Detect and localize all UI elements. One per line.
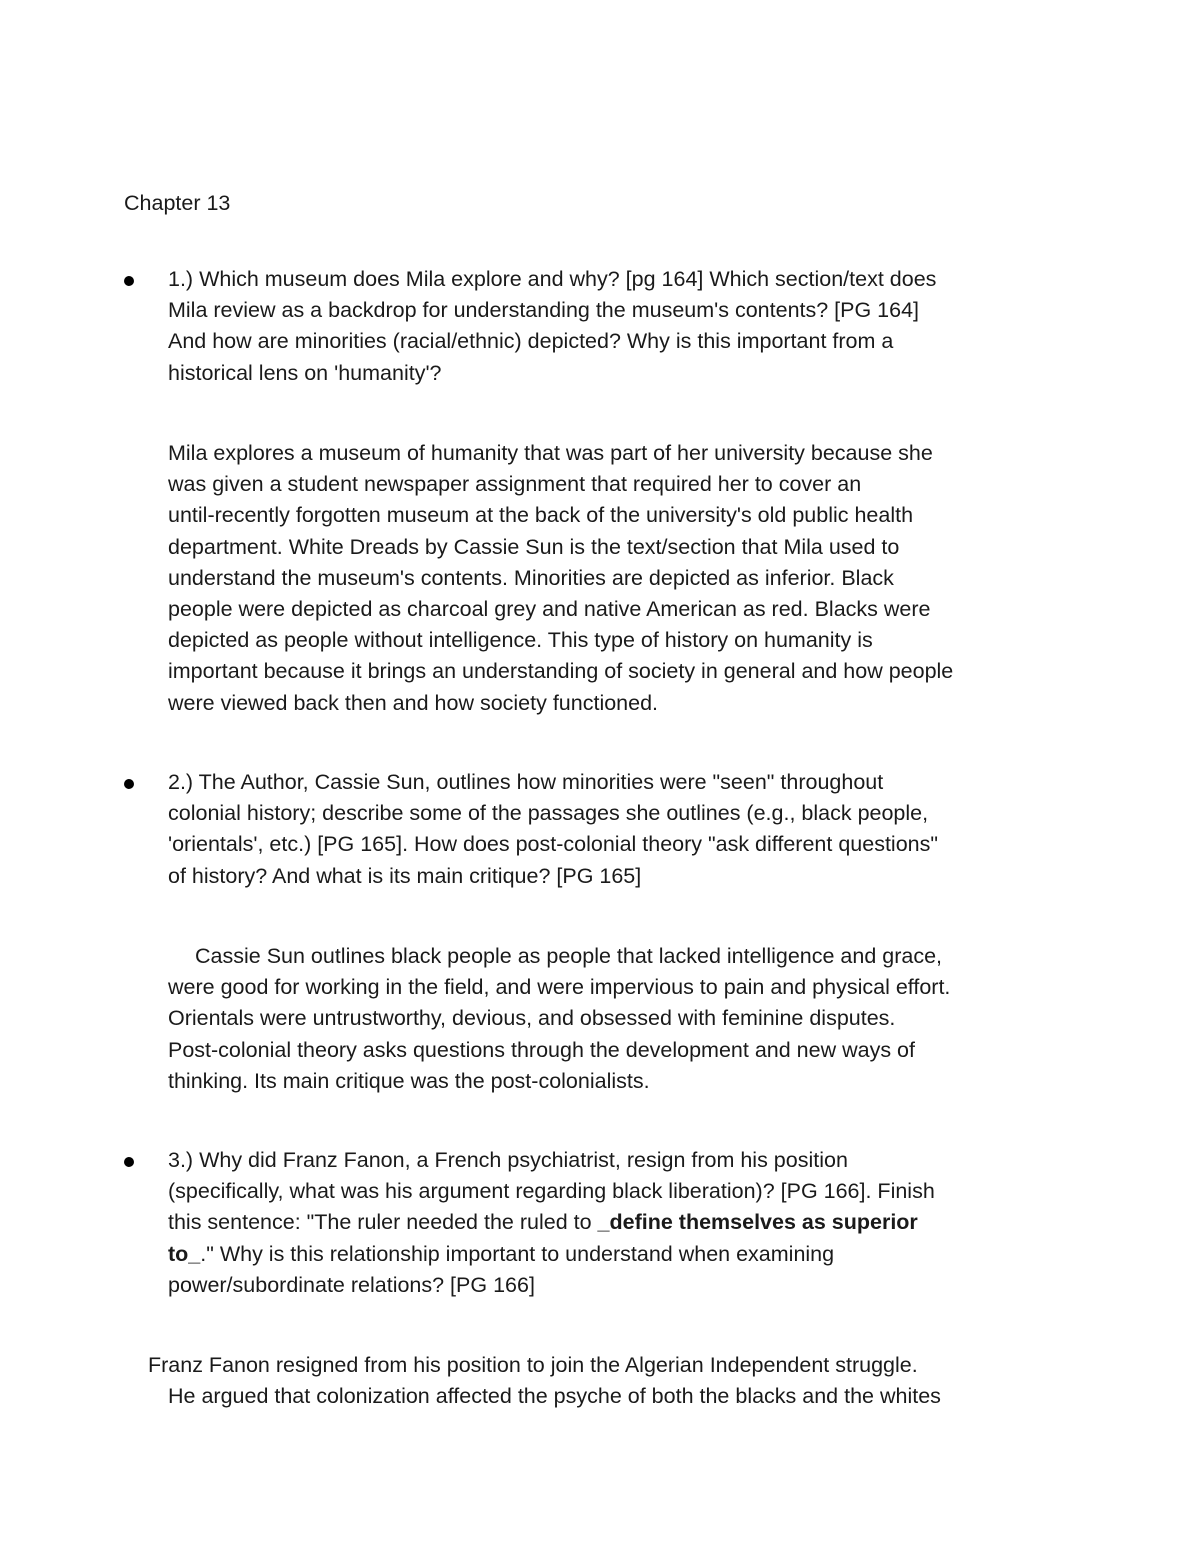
answer-1-line: people were depicted as charcoal grey and native American as red. Blacks were <box>168 597 931 622</box>
answer-1-line: depicted as people without intelligence. This type of history on humanity is <box>168 628 873 653</box>
question-3-line: power/subordinate relations? [PG 166] <box>168 1272 535 1297</box>
question-3 <box>168 1145 1048 1301</box>
chapter-title: Chapter 13 <box>124 191 231 215</box>
question-3-text: ." Why is this relationship important to understand when examining <box>200 1241 835 1266</box>
question-2-line: colonial history; describe some of the passages she outlines (e.g., black people, <box>168 801 929 826</box>
question-1-line: And how are minorities (racial/ethnic) depicted? Why is this important from a <box>168 329 894 354</box>
question-3-line <box>168 1207 1048 1238</box>
question-2-line: of history? And what is its main critique? [PG 165] <box>168 863 642 888</box>
answer-1-line: department. White Dreads by Cassie Sun is the text/section that Mila used to <box>168 534 900 559</box>
question-1 <box>168 264 1048 389</box>
question-1-line: historical lens on 'humanity'? <box>168 360 442 385</box>
answer-1 <box>168 438 1048 719</box>
question-1-line: 1.) Which museum does Mila explore and why? [pg 164] Which section/text does <box>168 267 937 291</box>
question-3-text: this sentence: "The ruler needed the ruled to <box>168 1210 598 1235</box>
question-2-line: 'orientals', etc.) [PG 165]. How does post-colonial theory "ask different questions" <box>168 832 939 857</box>
bullet-icon <box>124 276 134 286</box>
answer-1-line: important because it brings an understanding of society in general and how people <box>168 659 954 684</box>
answer-1-line: were viewed back then and how society functioned. <box>168 690 659 715</box>
answer-2-line: thinking. Its main critique was the post-colonialists. <box>168 1068 650 1093</box>
answer-1-line: Mila explores a museum of humanity that was part of her university because she <box>168 441 933 465</box>
question-2-line: 2.) The Author, Cassie Sun, outlines how minorities were "seen" throughout <box>168 770 884 794</box>
answer-2-line: Cassie Sun outlines black people as people that lacked intelligence and grace, <box>195 944 943 968</box>
answer-2-line: Orientals were untrustworthy, devious, and obsessed with feminine disputes. <box>168 1006 896 1031</box>
answer-3-line: Franz Fanon resigned from his position to join the Algerian Independent struggle. <box>148 1353 918 1377</box>
question-3-line: 3.) Why did Franz Fanon, a French psychiatrist, resign from his position <box>168 1148 848 1172</box>
question-3-line <box>168 1239 1048 1270</box>
question-3-line: (specifically, what was his argument regarding black liberation)? [PG 166]. Finish <box>168 1179 935 1204</box>
answer-1-line: was given a student newspaper assignment that required her to cover an <box>168 472 862 497</box>
answer-2-line: Post-colonial theory asks questions through the development and new ways of <box>168 1037 915 1062</box>
answer-3 <box>148 1350 1028 1412</box>
bullet-icon <box>124 1157 134 1167</box>
answer-1-line: until-recently forgotten museum at the back of the university's old public health <box>168 503 914 528</box>
answer-3-line: He argued that colonization affected the psyche of both the blacks and the whites <box>168 1384 941 1409</box>
question-2 <box>168 767 1048 892</box>
bullet-icon <box>124 779 134 789</box>
answer-1-line: understand the museum's contents. Minorities are depicted as inferior. Black <box>168 565 894 590</box>
question-3-answer-blank: to_ <box>168 1241 201 1266</box>
question-1-line: Mila review as a backdrop for understanding the museum's contents? [PG 164] <box>168 298 920 323</box>
question-3-answer-blank: _define themselves as superior <box>597 1210 918 1235</box>
answer-2-line: were good for working in the field, and were impervious to pain and physical effort. <box>168 975 951 1000</box>
answer-2 <box>168 941 1048 1097</box>
